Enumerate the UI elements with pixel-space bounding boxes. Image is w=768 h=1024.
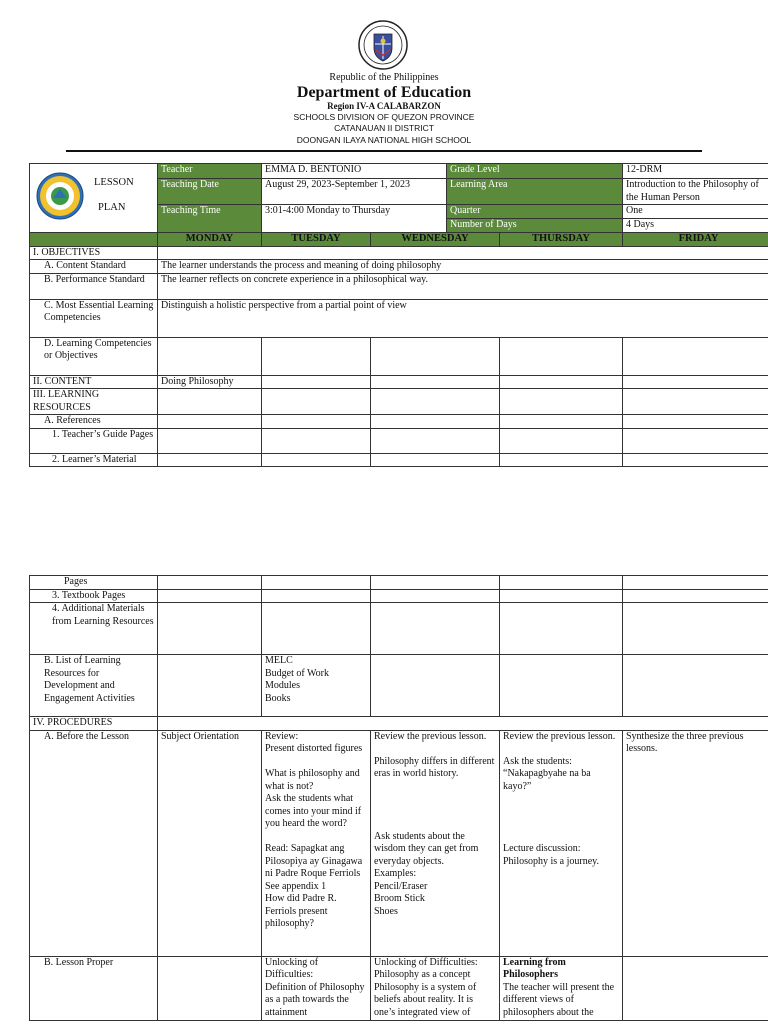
republic-text: Republic of the Philippines [329, 72, 439, 83]
tg-tuesday [262, 428, 371, 453]
list-friday [623, 655, 768, 717]
resources-friday [623, 389, 768, 415]
resources-wednesday [371, 389, 500, 415]
tg-thursday [500, 428, 623, 453]
tg-friday [623, 428, 768, 453]
resources-tuesday [262, 389, 371, 415]
list-of-resources-label: B. List of Learning Resources for Development and Engagement Activities [30, 655, 158, 717]
teaching-time-label: Teaching Time [158, 205, 262, 233]
resources-monday [158, 389, 262, 415]
content-friday [623, 375, 768, 389]
day-header-friday: FRIDAY [623, 233, 768, 247]
list-thursday [500, 655, 623, 717]
proper-monday [158, 956, 262, 1020]
lesson-proper-label: B. Lesson Proper [30, 956, 158, 1020]
objectives-label: I. OBJECTIVES [30, 246, 158, 260]
lesson-plan-cell [30, 164, 158, 233]
content-standard-label: A. Content Standard [30, 260, 158, 274]
melc-value: Distinguish a holistic perspective from a partial point of view [158, 299, 768, 337]
before-wednesday: Review the previous lesson. Philosophy differs in different eras in world history. Ask students about the wisdom they can get from everyday objects. Examples: Pencil/Eraser Broom Stick Shoes [371, 730, 500, 956]
proper-friday [623, 956, 768, 1020]
quarter-value: One [623, 205, 768, 219]
performance-standard-label: B. Performance Standard [30, 273, 158, 299]
objectives-blank [158, 246, 768, 260]
lm-tuesday [262, 453, 371, 467]
references-thursday [500, 415, 623, 429]
proper-thursday [500, 956, 623, 1020]
additional-monday [158, 603, 262, 655]
content-standard-value: The learner understands the process and meaning of doing philosophy [158, 260, 768, 274]
lco-thursday [500, 337, 623, 375]
school-logo-icon [36, 172, 84, 220]
lco-tuesday [262, 337, 371, 375]
additional-thursday [500, 603, 623, 655]
grade-level-label: Grade Level [447, 164, 623, 179]
teacher-label: Teacher [158, 164, 262, 179]
textbook-monday [158, 589, 262, 603]
content-thursday [500, 375, 623, 389]
textbook-tuesday [262, 589, 371, 603]
teaching-date-value: August 29, 2023-September 1, 2023 [262, 179, 447, 205]
references-label: A. References [30, 415, 158, 429]
procedures-label: IV. PROCEDURES [30, 717, 158, 731]
additional-materials-label: 4. Additional Materials from Learning Resources [30, 603, 158, 655]
number-of-days-value: 4 Days [623, 219, 768, 233]
before-thursday: Review the previous lesson. Ask the students: “Nakapagbyahe na ba kayo?” Lecture discussion: Philosophy is a journey. [500, 730, 623, 956]
deped-seal-icon [358, 20, 408, 70]
textbook-friday [623, 589, 768, 603]
list-wednesday [371, 655, 500, 717]
day-header-monday: MONDAY [158, 233, 262, 247]
lco-wednesday [371, 337, 500, 375]
pages-friday [623, 576, 768, 590]
list-tuesday: MELC Budget of Work Modules Books [262, 655, 371, 717]
resources-thursday [500, 389, 623, 415]
learning-from-philosophers-heading: Learning from Philosophers [503, 956, 566, 980]
textbook-wednesday [371, 589, 500, 603]
proper-tuesday: Unlocking of Difficulties: Definition of Philosophy as a path towards the attainment [262, 956, 371, 1020]
tg-wednesday [371, 428, 500, 453]
content-wednesday [371, 375, 500, 389]
school-text: DOONGAN ILAYA NATIONAL HIGH SCHOOL [296, 135, 472, 145]
proper-wednesday: Unlocking of Difficulties: Philosophy as a concept Philosophy is a system of beliefs about reality. It is one’s integrated view of [371, 956, 500, 1020]
pages-tuesday [262, 576, 371, 590]
number-of-days-label: Number of Days [447, 219, 623, 233]
division-text: SCHOOLS DIVISION OF QUEZON PROVINCE [293, 112, 475, 122]
pages-label: Pages [30, 576, 158, 590]
textbook-thursday [500, 589, 623, 603]
content-tuesday [262, 375, 371, 389]
day-header-tuesday: TUESDAY [262, 233, 371, 247]
references-wednesday [371, 415, 500, 429]
lco-label: D. Learning Competencies or Objectives [30, 337, 158, 375]
additional-wednesday [371, 603, 500, 655]
performance-standard-value: The learner reflects on concrete experience in a philosophical way. [158, 273, 768, 299]
list-monday [158, 655, 262, 717]
before-lesson-label: A. Before the Lesson [30, 730, 158, 956]
procedures-blank [158, 717, 768, 731]
references-monday [158, 415, 262, 429]
references-friday [623, 415, 768, 429]
learning-area-label: Learning Area [447, 179, 623, 205]
lesson-plan-table-page1 [29, 163, 768, 467]
pages-wednesday [371, 576, 500, 590]
plan-label: PLAN [98, 202, 126, 213]
teacher-value: EMMA D. BENTONIO [262, 164, 447, 179]
teaching-date-label: Teaching Date [158, 179, 262, 205]
teaching-time-value: 3:01-4:00 Monday to Thursday [262, 205, 447, 233]
before-friday: Synthesize the three previous lessons. [623, 730, 768, 956]
content-label: II. CONTENT [30, 375, 158, 389]
lm-wednesday [371, 453, 500, 467]
learning-resources-label: III. LEARNING RESOURCES [30, 389, 158, 415]
district-text: CATANAUAN II DISTRICT [334, 123, 434, 133]
department-title: Department of Education [296, 84, 472, 101]
lm-thursday [500, 453, 623, 467]
proper-thursday-text: The teacher will present the different views of philosophers about the [503, 981, 615, 1018]
before-monday: Subject Orientation [158, 730, 262, 956]
additional-friday [623, 603, 768, 655]
region-text: Region IV-A CALABARZON [327, 101, 441, 111]
header-divider [66, 150, 702, 152]
lco-friday [623, 337, 768, 375]
melc-label: C. Most Essential Learning Competencies [30, 299, 158, 337]
day-header-blank [30, 233, 158, 247]
pages-thursday [500, 576, 623, 590]
quarter-label: Quarter [447, 205, 623, 219]
additional-tuesday [262, 603, 371, 655]
lesson-label: LESSON [94, 177, 134, 188]
day-header-wednesday: WEDNESDAY [371, 233, 500, 247]
lm-monday [158, 453, 262, 467]
textbook-pages-label: 3. Textbook Pages [30, 589, 158, 603]
grade-level-value: 12-DRM [623, 164, 768, 179]
references-tuesday [262, 415, 371, 429]
learning-area-value: Introduction to the Philosophy of the Human Person [623, 179, 768, 205]
pages-monday [158, 576, 262, 590]
lesson-plan-table-page2 [29, 575, 768, 1021]
learners-material-label: 2. Learner’s Material [30, 453, 158, 467]
day-header-thursday: THURSDAY [500, 233, 623, 247]
content-value: Doing Philosophy [158, 375, 262, 389]
lm-friday [623, 453, 768, 467]
teachers-guide-label: 1. Teacher’s Guide Pages [30, 428, 158, 453]
tg-monday [158, 428, 262, 453]
lco-monday [158, 337, 262, 375]
before-tuesday: Review: Present distorted figures What is philosophy and what is not? Ask the students what comes into your mind if you heard the word? Read: Sapagkat ang Pilosopiya ay Ginagawa ni Padre Roque Ferriols See appendix 1 How did Padre R. Ferriols present philosophy? [262, 730, 371, 956]
